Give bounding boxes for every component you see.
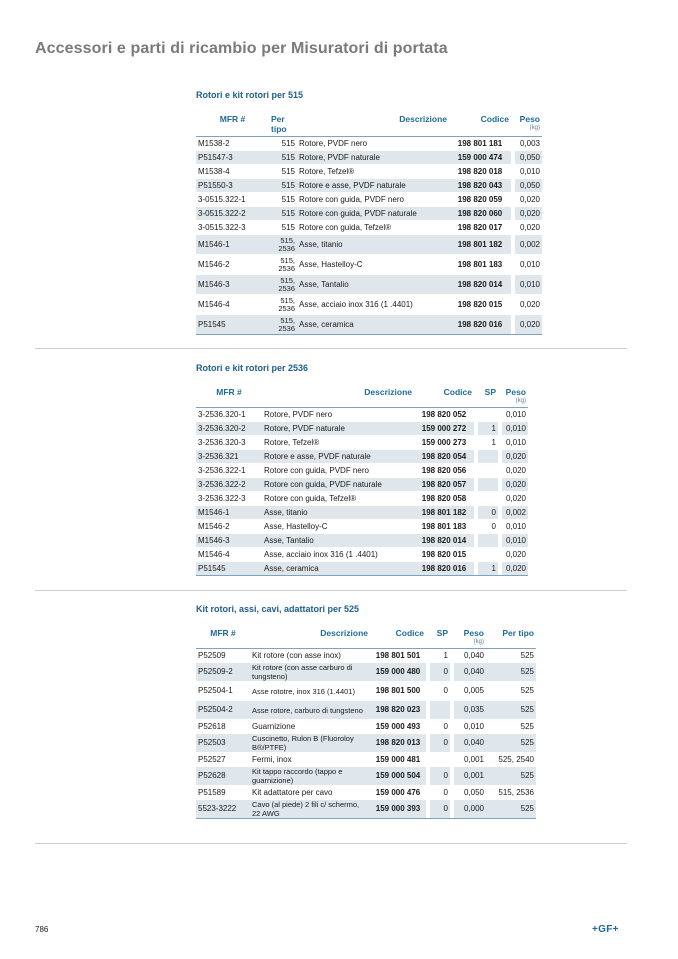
table-row	[196, 255, 542, 275]
cell-weight: 0,020	[502, 562, 528, 576]
cell-sp: 0	[443, 686, 448, 695]
cell-weight: 0,040	[454, 734, 486, 753]
cell-type: 515	[281, 166, 295, 176]
col-header-mfr: MFR #	[210, 628, 236, 638]
cell-code: 198 820 015	[421, 549, 467, 559]
cell-type: 515	[269, 151, 297, 165]
table-row	[196, 450, 528, 464]
cell-type: 515, 2536	[498, 787, 534, 797]
table-row	[196, 649, 536, 663]
cell-code: 198 801 181	[457, 138, 503, 148]
cell-sp	[478, 534, 498, 548]
cell-mfr: P51550-3	[196, 179, 269, 193]
cell-sp	[478, 478, 498, 492]
table-row	[196, 207, 542, 221]
cell-weight: 0,010	[505, 409, 526, 419]
table-row	[196, 478, 528, 492]
table-row	[196, 753, 536, 767]
cell-weight: 0,020	[502, 478, 528, 492]
table-row	[196, 165, 542, 179]
cell-mfr: 3-0515.322-1	[198, 194, 246, 204]
col-header-desc: Descrizione	[320, 628, 368, 638]
cell-sp	[430, 701, 450, 720]
cell-weight: 0,002	[502, 506, 528, 520]
cell-weight: 0,050	[515, 179, 542, 193]
cell-code: 198 820 059	[457, 194, 503, 204]
cell-mfr: P52628	[196, 767, 250, 786]
cell-weight: 0,001	[463, 754, 484, 764]
cell-code: 159 000 480	[370, 663, 426, 682]
page-title: Accessori e parti di ricambio per Misuratori di portata	[35, 40, 448, 57]
table-row	[196, 137, 542, 151]
table-row	[196, 562, 528, 576]
cell-desc: Asse, Tantalio	[262, 534, 414, 548]
cell-type: 525	[486, 767, 536, 786]
cell-code: 198 801 183	[457, 259, 503, 269]
cell-code: 159 000 504	[370, 767, 426, 786]
cell-mfr: M1546-4	[198, 549, 230, 559]
cell-code: 198 801 182	[449, 235, 511, 255]
cell-sp	[430, 753, 450, 767]
kits-525-table	[196, 628, 536, 819]
col-header-type: Per tipo	[271, 114, 287, 134]
cell-weight: 0,020	[505, 493, 526, 503]
cell-code: 198 820 023	[370, 701, 426, 720]
section-kits-525	[196, 604, 536, 819]
cell-weight: 0,020	[505, 465, 526, 475]
cell-mfr: 3-2536.320-2	[196, 422, 262, 436]
cell-type: 515	[281, 194, 295, 204]
section-divider	[35, 843, 627, 844]
cell-mfr: P52618	[198, 721, 226, 731]
cell-desc: Kit rotore (con asse carburo di tungsteno)	[250, 663, 370, 682]
table-row	[196, 193, 542, 207]
table-header-row	[196, 387, 528, 408]
cell-type: 515, 2536	[269, 315, 297, 335]
cell-type: 515	[281, 138, 295, 148]
col-header-weight: Peso (kg)	[505, 387, 526, 404]
col-header-weight: Peso (kg)	[463, 628, 484, 645]
cell-mfr: 3-0515.322-3	[198, 222, 246, 232]
cell-weight: 0,005	[463, 686, 484, 695]
cell-sp: 0	[430, 663, 450, 682]
cell-desc: Rotore, PVDF nero	[299, 138, 368, 148]
cell-sp: 1	[478, 422, 498, 436]
table-row	[196, 663, 536, 682]
cell-type: 525	[486, 701, 536, 720]
cell-type: 515, 2536	[278, 255, 295, 273]
col-header-weight: Peso (kg)	[519, 114, 540, 131]
col-header-code: Codice	[395, 628, 424, 638]
cell-weight: 0,020	[519, 222, 540, 232]
cell-code: 198 820 057	[414, 478, 474, 492]
col-header-desc: Descrizione	[364, 387, 412, 397]
cell-desc: Asse, acciaio inox 316 (1 .4401)	[264, 549, 378, 559]
cell-mfr: P51545	[196, 315, 269, 335]
table-row	[196, 682, 536, 701]
table-row	[196, 734, 536, 753]
cell-mfr: 3-2536.321	[196, 450, 262, 464]
cell-mfr: 3-2536.322-3	[198, 493, 246, 503]
cell-desc: Cuscinetto, Rulon B (Fluoroloy B®/PTFE)	[250, 734, 370, 753]
cell-desc: Kit rotore (con asse inox)	[252, 650, 341, 660]
cell-weight: 0,010	[505, 521, 526, 531]
cell-code: 198 820 014	[449, 275, 511, 295]
cell-code: 159 000 474	[449, 151, 511, 165]
cell-desc: Rotore, PVDF nero	[264, 409, 333, 419]
cell-code: 159 000 272	[414, 422, 474, 436]
table-row	[196, 767, 536, 786]
cell-code: 198 820 060	[449, 207, 511, 221]
cell-mfr: M1546-2	[198, 259, 230, 269]
table-row	[196, 221, 542, 235]
cell-code: 198 820 013	[370, 734, 426, 753]
cell-weight: 0,010	[502, 422, 528, 436]
cell-mfr: P51545	[196, 562, 262, 576]
cell-code: 159 000 476	[375, 787, 421, 797]
table-row	[196, 800, 536, 819]
cell-sp: 1	[443, 650, 448, 660]
cell-weight: 0,003	[519, 138, 540, 148]
table-row	[196, 422, 528, 436]
cell-sp: 0	[491, 521, 496, 531]
cell-mfr: M1546-4	[198, 299, 230, 309]
cell-weight: 0,050	[463, 787, 484, 797]
cell-sp: 0	[443, 721, 448, 731]
cell-mfr: 3-2536.322-1	[198, 465, 246, 475]
cell-desc: Fermi, inox	[252, 754, 292, 764]
cell-weight: 0,010	[502, 534, 528, 548]
cell-desc: Rotore con guida, Tefzel®	[264, 493, 357, 503]
cell-sp: 0	[478, 506, 498, 520]
cell-mfr: M1546-3	[196, 534, 262, 548]
cell-code: 198 820 054	[414, 450, 474, 464]
cell-desc: Asse, titanio	[297, 235, 449, 255]
cell-code: 159 000 481	[375, 754, 421, 764]
cell-code: 198 801 501	[375, 650, 421, 660]
section-rotors-2536	[196, 363, 528, 576]
cell-mfr: P51547-3	[196, 151, 269, 165]
cell-sp: 0	[430, 800, 450, 819]
cell-type: 515, 2536	[269, 235, 297, 255]
table-row	[196, 151, 542, 165]
cell-desc: Asse rotore, carburo di tungsteno	[250, 701, 370, 720]
cell-mfr: P52504-1	[198, 686, 233, 695]
cell-sp: 1	[478, 562, 498, 576]
cell-weight: 0,020	[519, 194, 540, 204]
cell-code: 198 820 058	[421, 493, 467, 503]
cell-mfr: M1538-4	[198, 166, 230, 176]
table-row	[196, 275, 542, 295]
cell-type: 515, 2536	[278, 295, 295, 313]
cell-code: 159 000 493	[375, 721, 421, 731]
cell-code: 159 000 273	[421, 437, 467, 447]
cell-mfr: M1538-2	[198, 138, 230, 148]
cell-type: 515	[269, 179, 297, 193]
cell-weight: 0,050	[515, 151, 542, 165]
cell-type: 525	[520, 686, 534, 695]
cell-mfr: 3-2536.320-1	[198, 409, 246, 419]
cell-code: 198 820 017	[457, 222, 503, 232]
cell-desc: Guarnizione	[252, 721, 296, 731]
cell-desc: Rotore con guida, PVDF naturale	[297, 207, 449, 221]
gf-logo: +GF+	[592, 924, 619, 935]
cell-weight: 0,040	[454, 663, 486, 682]
cell-mfr: P52504-2	[196, 701, 250, 720]
cell-code: 198 820 014	[414, 534, 474, 548]
table-row	[196, 436, 528, 450]
cell-code: 198 820 056	[421, 465, 467, 475]
table-row	[196, 520, 528, 534]
cell-sp	[478, 464, 498, 478]
cell-desc: Rotore, PVDF naturale	[297, 151, 449, 165]
table-row	[196, 179, 542, 193]
table-row	[196, 315, 542, 335]
cell-weight: 0,010	[519, 259, 540, 269]
cell-desc: Cavo (al piede) 2 fili c/ schermo, 22 AWG	[250, 800, 370, 819]
cell-mfr: M1546-1	[196, 235, 269, 255]
cell-mfr: M1546-3	[196, 275, 269, 295]
section-divider	[35, 348, 627, 349]
cell-type: 525	[486, 663, 536, 682]
cell-desc: Asse, acciaio inox 316 (1 .4401)	[299, 299, 413, 309]
cell-sp: 0	[430, 734, 450, 753]
cell-code: 198 801 182	[414, 506, 474, 520]
cell-type: 525	[520, 650, 534, 660]
cell-code: 198 801 183	[421, 521, 467, 531]
table-row	[196, 786, 536, 800]
cell-mfr: 3-0515.322-2	[196, 207, 269, 221]
cell-weight: 0,010	[505, 437, 526, 447]
table-row	[196, 408, 528, 422]
table-row	[196, 295, 542, 315]
cell-weight: 0,020	[515, 207, 542, 221]
cell-desc: Asse, ceramica	[297, 315, 449, 335]
cell-desc: Rotore, PVDF naturale	[262, 422, 414, 436]
rotors-2536-table	[196, 387, 528, 576]
table-row	[196, 492, 528, 506]
cell-code: 198 820 043	[449, 179, 511, 193]
cell-code: 198 820 016	[414, 562, 474, 576]
cell-mfr: 5523-3222	[196, 800, 250, 819]
cell-desc: Kit tappo raccordo (tappo e guarnizione)	[250, 767, 370, 786]
cell-desc: Rotore con guida, PVDF naturale	[262, 478, 414, 492]
cell-code: 198 820 016	[449, 315, 511, 335]
section-title: Rotori e kit rotori per 515	[196, 90, 304, 100]
section-divider	[35, 590, 627, 591]
table-row	[196, 548, 528, 562]
cell-weight: 0,001	[454, 767, 486, 786]
cell-desc: Asse, Hastelloy-C	[264, 521, 328, 531]
cell-mfr: P52509-2	[196, 663, 250, 682]
cell-weight: 0,010	[519, 166, 540, 176]
col-header-type: Per tipo	[502, 628, 534, 638]
col-header-sp: SP	[436, 628, 448, 638]
cell-weight: 0,020	[502, 450, 528, 464]
cell-sp	[478, 408, 498, 422]
table-row	[196, 506, 528, 520]
cell-desc: Asse rototre, inox 316 (1.4401)	[252, 686, 355, 696]
cell-mfr: P52527	[198, 754, 226, 764]
table-row	[196, 534, 528, 548]
cell-code: 198 801 500	[375, 686, 421, 695]
cell-weight: 0,040	[463, 650, 484, 660]
cell-weight: 0,002	[515, 235, 542, 255]
cell-desc: Rotore con guida, PVDF nero	[299, 194, 404, 204]
table-row	[196, 701, 536, 720]
table-header-row	[196, 114, 542, 137]
cell-weight: 0,010	[515, 275, 542, 295]
cell-weight: 0,000	[454, 800, 486, 819]
cell-desc: Asse, Hastelloy-C	[299, 259, 363, 269]
cell-weight: 0,010	[463, 721, 484, 731]
cell-mfr: 3-2536.320-3	[198, 437, 246, 447]
cell-code: 198 820 015	[457, 299, 503, 309]
col-header-code: Codice	[443, 387, 472, 397]
cell-sp: 0	[443, 787, 448, 797]
cell-desc: Rotore, Tefzel®	[264, 437, 320, 447]
cell-desc: Kit adattatore per cavo	[252, 787, 333, 797]
table-row	[196, 720, 536, 734]
cell-desc: Asse, Tantalio	[297, 275, 449, 295]
section-rotors-515	[196, 90, 542, 335]
cell-weight: 0,020	[519, 299, 540, 309]
cell-code: 198 820 018	[457, 166, 503, 176]
cell-code: 159 000 393	[370, 800, 426, 819]
cell-desc: Rotore con guida, PVDF nero	[264, 465, 369, 475]
cell-sp	[478, 548, 498, 562]
col-header-mfr: MFR #	[216, 387, 242, 397]
cell-mfr: M1546-2	[198, 521, 230, 531]
cell-type: 525	[486, 734, 536, 753]
cell-sp	[478, 450, 498, 464]
cell-type: 515	[269, 207, 297, 221]
cell-desc: Rotore e asse, PVDF naturale	[297, 179, 449, 193]
cell-type: 525, 2540	[498, 754, 534, 764]
cell-mfr: 3-2536.322-2	[196, 478, 262, 492]
cell-sp: 1	[491, 437, 496, 447]
cell-type: 525	[520, 721, 534, 731]
cell-sp	[478, 492, 498, 506]
cell-type: 525	[486, 800, 536, 819]
cell-desc: Rotore, Tefzel®	[299, 166, 355, 176]
cell-desc: Rotore e asse, PVDF naturale	[262, 450, 414, 464]
table-header-row	[196, 628, 536, 649]
section-title: Kit rotori, assi, cavi, adattatori per 525	[196, 604, 360, 614]
section-title: Rotori e kit rotori per 2536	[196, 363, 309, 373]
page-number: 786	[35, 925, 49, 934]
rotors-515-table	[196, 114, 542, 335]
cell-mfr: P52503	[196, 734, 250, 753]
cell-type: 515	[281, 222, 295, 232]
cell-mfr: P51589	[198, 787, 226, 797]
table-row	[196, 464, 528, 478]
col-header-sp: SP	[484, 387, 496, 397]
cell-mfr: P52509	[198, 650, 226, 660]
cell-desc: Asse, ceramica	[262, 562, 414, 576]
cell-desc: Asse, titanio	[262, 506, 414, 520]
cell-mfr: M1546-1	[196, 506, 262, 520]
cell-code: 198 820 052	[421, 409, 467, 419]
cell-desc: Rotore con guida, Tefzel®	[299, 222, 392, 232]
col-header-desc: Descrizione	[399, 114, 447, 124]
col-header-mfr: MFR #	[219, 114, 246, 124]
cell-weight: 0,035	[454, 701, 486, 720]
cell-sp: 0	[430, 767, 450, 786]
cell-weight: 0,020	[515, 315, 542, 335]
cell-type: 515, 2536	[269, 275, 297, 295]
table-row	[196, 235, 542, 255]
col-header-code: Codice	[480, 114, 509, 124]
cell-weight: 0,020	[505, 549, 526, 559]
